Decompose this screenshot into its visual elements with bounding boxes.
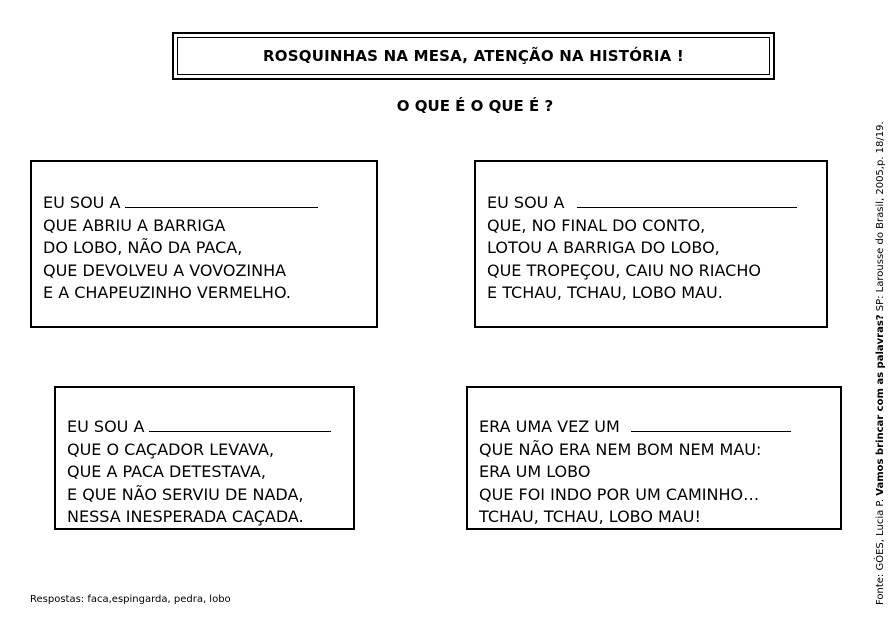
source-citation: Fonte: GÓES, Lucia P. Vamos brincar com as palavras? SP: Larousse do Brasil, 2005,p. 18/19.	[875, 121, 886, 605]
riddle-line: QUE, NO FINAL DO CONTO,	[487, 215, 706, 235]
page-title: ROSQUINHAS NA MESA, ATENÇÃO NA HISTÓRIA !	[263, 47, 684, 65]
riddle-box-2	[474, 160, 828, 328]
riddle-line: QUE O CAÇADOR LEVAVA,	[67, 439, 275, 459]
riddle-line: ERA UM LOBO	[479, 462, 591, 481]
riddle-line: DO LOBO, NÃO DA PACA,	[43, 238, 243, 257]
riddle-line: EU SOU A	[67, 416, 353, 439]
answer-blank	[125, 193, 318, 208]
answer-blank	[631, 417, 791, 432]
riddle-line: QUE TROPEÇOU, CAIU NO RIACHO	[487, 260, 761, 280]
riddle-line: TCHAU, TCHAU, LOBO MAU!	[479, 507, 701, 526]
riddle-line: E A CHAPEUZINHO VERMELHO.	[43, 283, 291, 302]
riddle-line: QUE ABRIU A BARRIGA	[43, 215, 226, 235]
riddle-box-1	[30, 160, 378, 328]
riddle-line: QUE A PACA DETESTAVA,	[67, 462, 266, 481]
riddle-box-4	[466, 386, 842, 530]
riddle-line: QUE NÃO ERA NEM BOM NEM MAU:	[479, 439, 762, 459]
answers-note: Respostas: faca,espingarda, pedra, lobo	[30, 594, 231, 605]
riddle-line: QUE DEVOLVEU A VOVOZINHA	[43, 260, 287, 280]
riddle-line: EU SOU A	[43, 192, 376, 215]
answer-blank	[149, 417, 331, 432]
riddle-line: NESSA INESPERADA CAÇADA.	[67, 507, 304, 526]
riddle-line: E TCHAU, TCHAU, LOBO MAU.	[487, 283, 723, 302]
riddle-line: QUE FOI INDO POR UM CAMINHO…	[479, 484, 760, 504]
riddle-box-3	[54, 386, 355, 530]
title-box	[172, 32, 775, 80]
riddle-line: ERA UMA VEZ UM	[479, 416, 840, 439]
page-subtitle: O QUE É O QUE É ?	[396, 97, 554, 115]
riddle-line: LOTOU A BARRIGA DO LOBO,	[487, 238, 720, 257]
riddle-line: E QUE NÃO SERVIU DE NADA,	[67, 484, 304, 504]
riddle-line: EU SOU A	[487, 192, 826, 215]
answer-blank	[577, 193, 797, 208]
